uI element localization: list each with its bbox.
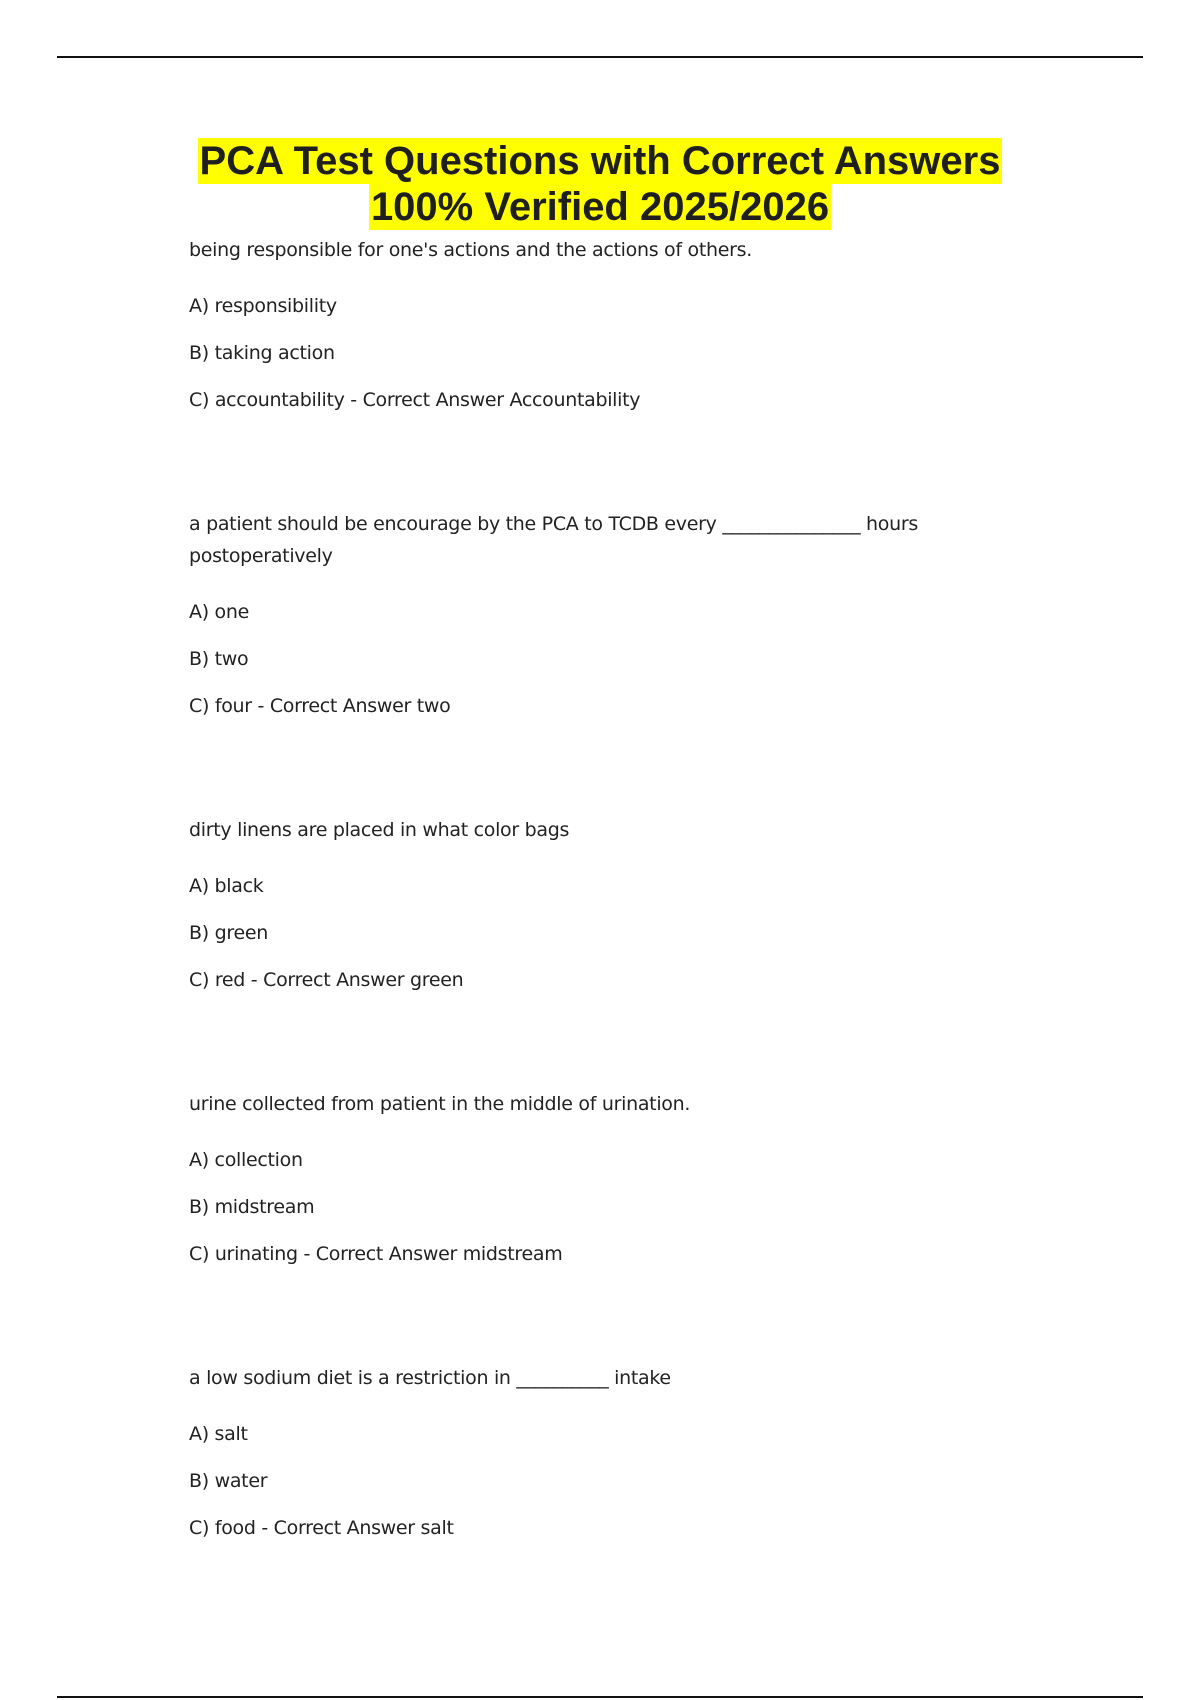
answer-option: A) responsibility: [189, 295, 337, 317]
answer-option: A) salt: [189, 1423, 248, 1445]
answer-option-with-correct-answer: C) red - Correct Answer green: [189, 969, 464, 991]
question-text: a patient should be encourage by the PCA to TCDB every _______________ hours postoperatively: [189, 513, 918, 567]
title-line-2: 100% Verified 2025/2026: [370, 185, 830, 229]
question-text: a low sodium diet is a restriction in __________ intake: [189, 1367, 671, 1389]
answer-option-with-correct-answer: C) urinating - Correct Answer midstream: [189, 1243, 563, 1265]
footer-rule: [57, 1696, 1143, 1698]
question-block: [189, 1088, 1009, 1269]
question-block: [189, 508, 1009, 721]
answer-option: B) green: [189, 922, 268, 944]
question-block: [189, 814, 1009, 995]
question-text: being responsible for one's actions and the actions of others.: [189, 239, 752, 261]
answer-option-with-correct-answer: C) food - Correct Answer salt: [189, 1517, 454, 1539]
question-block: [189, 234, 1009, 415]
answer-option: A) collection: [189, 1149, 303, 1171]
document-title: [0, 138, 1200, 230]
answer-option-with-correct-answer: C) four - Correct Answer two: [189, 695, 451, 717]
question-block: [189, 1362, 1009, 1543]
question-list: [189, 234, 1009, 1636]
title-line-1: PCA Test Questions with Correct Answers: [199, 139, 1001, 183]
header-rule: [57, 56, 1143, 58]
question-text: dirty linens are placed in what color bags: [189, 819, 570, 841]
answer-option: B) water: [189, 1470, 268, 1492]
answer-option: B) two: [189, 648, 249, 670]
answer-option: B) taking action: [189, 342, 335, 364]
answer-option: B) midstream: [189, 1196, 315, 1218]
answer-option: A) black: [189, 875, 264, 897]
answer-option: A) one: [189, 601, 250, 623]
question-text: urine collected from patient in the middle of urination.: [189, 1093, 691, 1115]
answer-option-with-correct-answer: C) accountability - Correct Answer Accountability: [189, 389, 641, 411]
